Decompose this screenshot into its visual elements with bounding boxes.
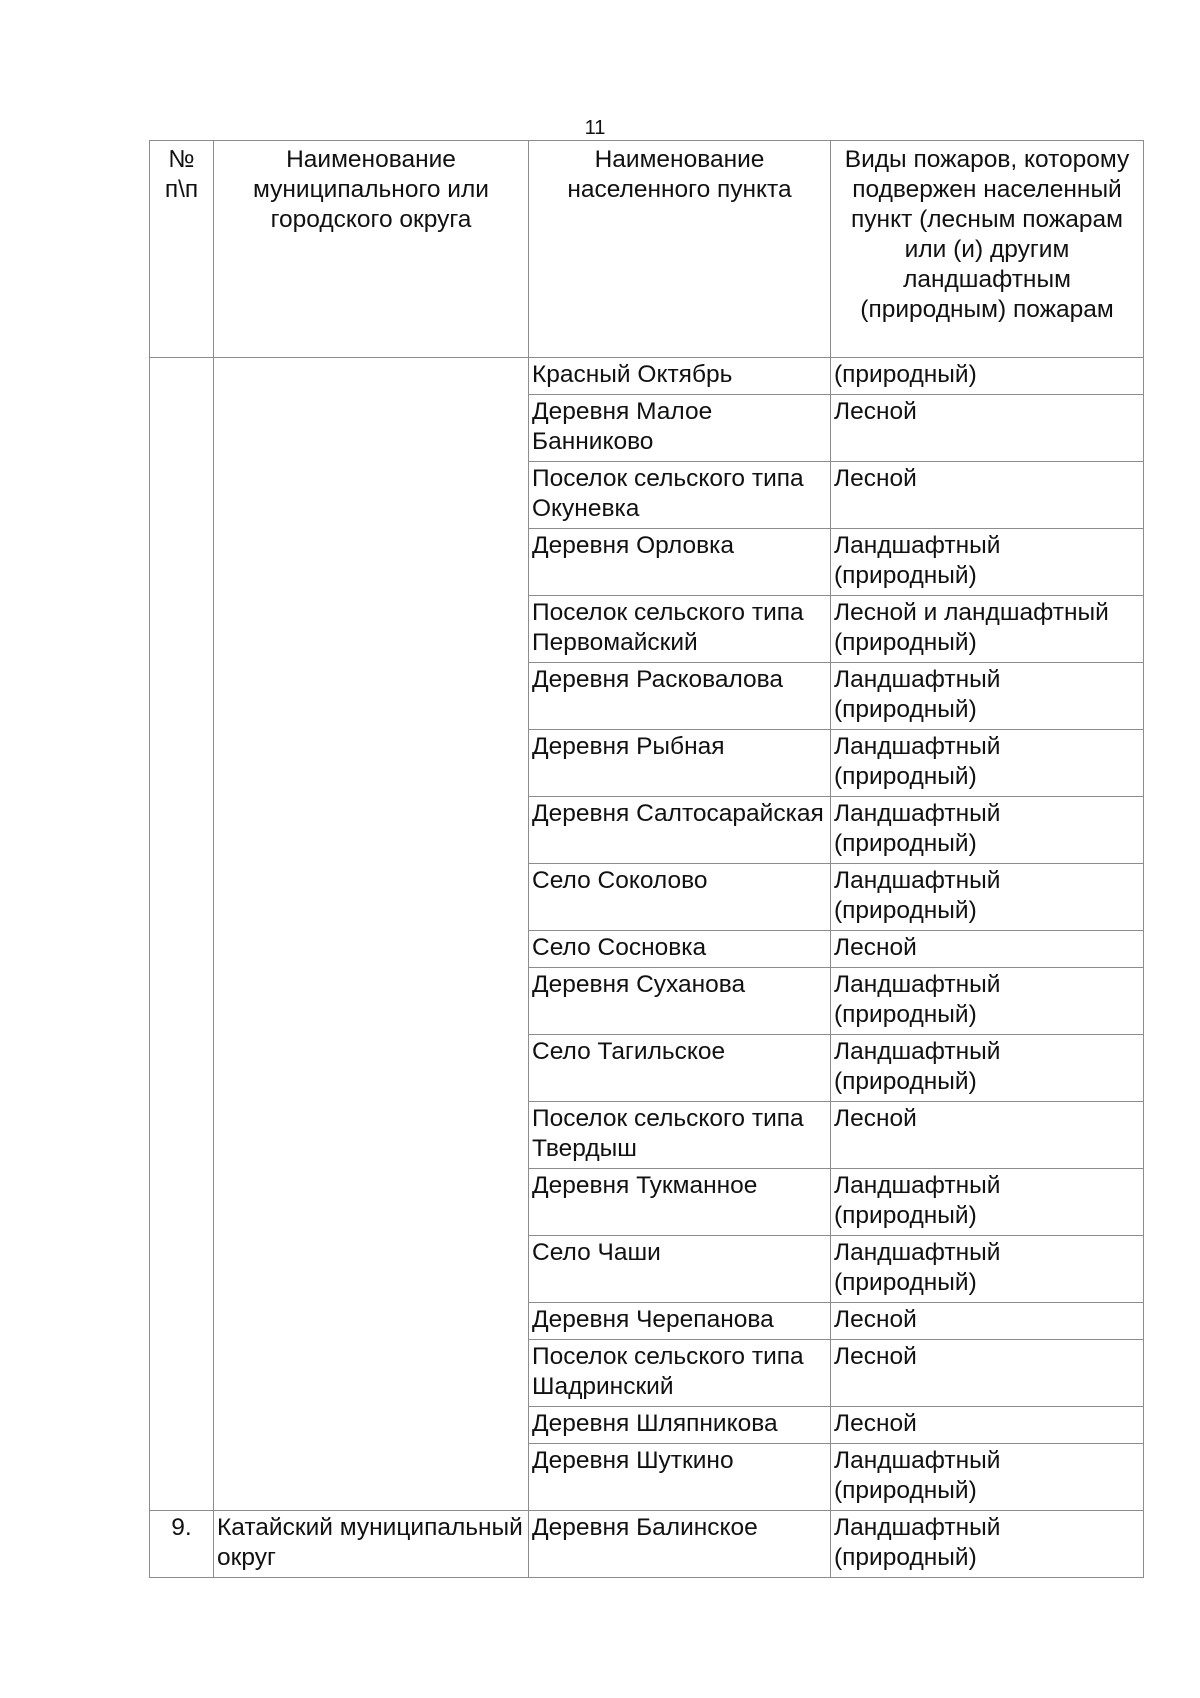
- fire-type-cell: Ландшафтный (природный): [831, 1444, 1144, 1511]
- header-number: [150, 141, 214, 358]
- header-settlement: [529, 141, 831, 358]
- row-number-cell: 9.: [150, 1511, 214, 1578]
- header-district: [214, 141, 529, 358]
- header-fire-types-label: Виды пожаров, которому подвержен населенный пункт (лесным пожарам или (и) другим ландшафтным (природным) пожарам: [844, 146, 1130, 323]
- fire-type-cell: Ландшафтный (природный): [831, 1035, 1144, 1102]
- district-cell: [214, 358, 529, 1511]
- table-row: [150, 1511, 1144, 1578]
- settlement-cell: Деревня Суханова: [529, 968, 831, 1035]
- settlement-cell: Село Сосновка: [529, 931, 831, 968]
- header-fire-types: [831, 141, 1144, 358]
- settlement-cell: Деревня Шляпникова: [529, 1407, 831, 1444]
- fire-type-cell: Ландшафтный (природный): [831, 1511, 1144, 1578]
- fire-type-cell: Ландшафтный (природный): [831, 1236, 1144, 1303]
- fire-type-cell: Лесной: [831, 1407, 1144, 1444]
- fire-type-cell: Лесной: [831, 1303, 1144, 1340]
- header-settlement-label: Наименование населенного пункта: [567, 146, 792, 203]
- settlement-cell: Село Тагильское: [529, 1035, 831, 1102]
- fire-type-cell: Лесной: [831, 395, 1144, 462]
- settlement-cell: Село Соколово: [529, 864, 831, 931]
- fire-type-cell: Лесной и ландшафтный (природный): [831, 596, 1144, 663]
- settlement-cell: Деревня Черепанова: [529, 1303, 831, 1340]
- fire-type-cell: Лесной: [831, 462, 1144, 529]
- settlement-cell: Поселок сельского типа Твердыш: [529, 1102, 831, 1169]
- fire-type-cell: (природный): [831, 358, 1144, 395]
- settlement-cell: Поселок сельского типа Шадринский: [529, 1340, 831, 1407]
- header-number-label: № п\п: [164, 146, 199, 203]
- settlement-cell: Деревня Расковалова: [529, 663, 831, 730]
- settlement-cell: Деревня Орловка: [529, 529, 831, 596]
- district-cell: Катайский муниципальный округ: [214, 1511, 529, 1578]
- page-number: 11: [584, 117, 606, 139]
- fire-type-cell: Лесной: [831, 1102, 1144, 1169]
- settlement-cell: Деревня Балинское: [529, 1511, 831, 1578]
- settlement-cell: Поселок сельского типа Окуневка: [529, 462, 831, 529]
- table-body: [150, 358, 1144, 1578]
- settlement-cell: Деревня Шуткино: [529, 1444, 831, 1511]
- settlement-cell: Село Чаши: [529, 1236, 831, 1303]
- settlements-fire-table: [149, 140, 1144, 1578]
- header-district-label: Наименование муниципального или городского округа: [253, 146, 489, 233]
- fire-type-cell: Лесной: [831, 931, 1144, 968]
- settlement-cell: Деревня Салтосарайская: [529, 797, 831, 864]
- settlement-cell: Поселок сельского типа Первомайский: [529, 596, 831, 663]
- fire-type-cell: Лесной: [831, 1340, 1144, 1407]
- fire-type-cell: Ландшафтный (природный): [831, 529, 1144, 596]
- settlement-cell: Деревня Малое Банниково: [529, 395, 831, 462]
- row-number-cell: [150, 358, 214, 1511]
- fire-type-cell: Ландшафтный (природный): [831, 797, 1144, 864]
- fire-type-cell: Ландшафтный (природный): [831, 663, 1144, 730]
- table-row: [150, 358, 1144, 395]
- settlement-cell: Деревня Рыбная: [529, 730, 831, 797]
- fire-type-cell: Ландшафтный (природный): [831, 864, 1144, 931]
- fire-type-cell: Ландшафтный (природный): [831, 730, 1144, 797]
- settlement-cell: Деревня Тукманное: [529, 1169, 831, 1236]
- fire-type-cell: Ландшафтный (природный): [831, 1169, 1144, 1236]
- table-header-row: [150, 141, 1144, 358]
- settlement-cell: Красный Октябрь: [529, 358, 831, 395]
- fire-type-cell: Ландшафтный (природный): [831, 968, 1144, 1035]
